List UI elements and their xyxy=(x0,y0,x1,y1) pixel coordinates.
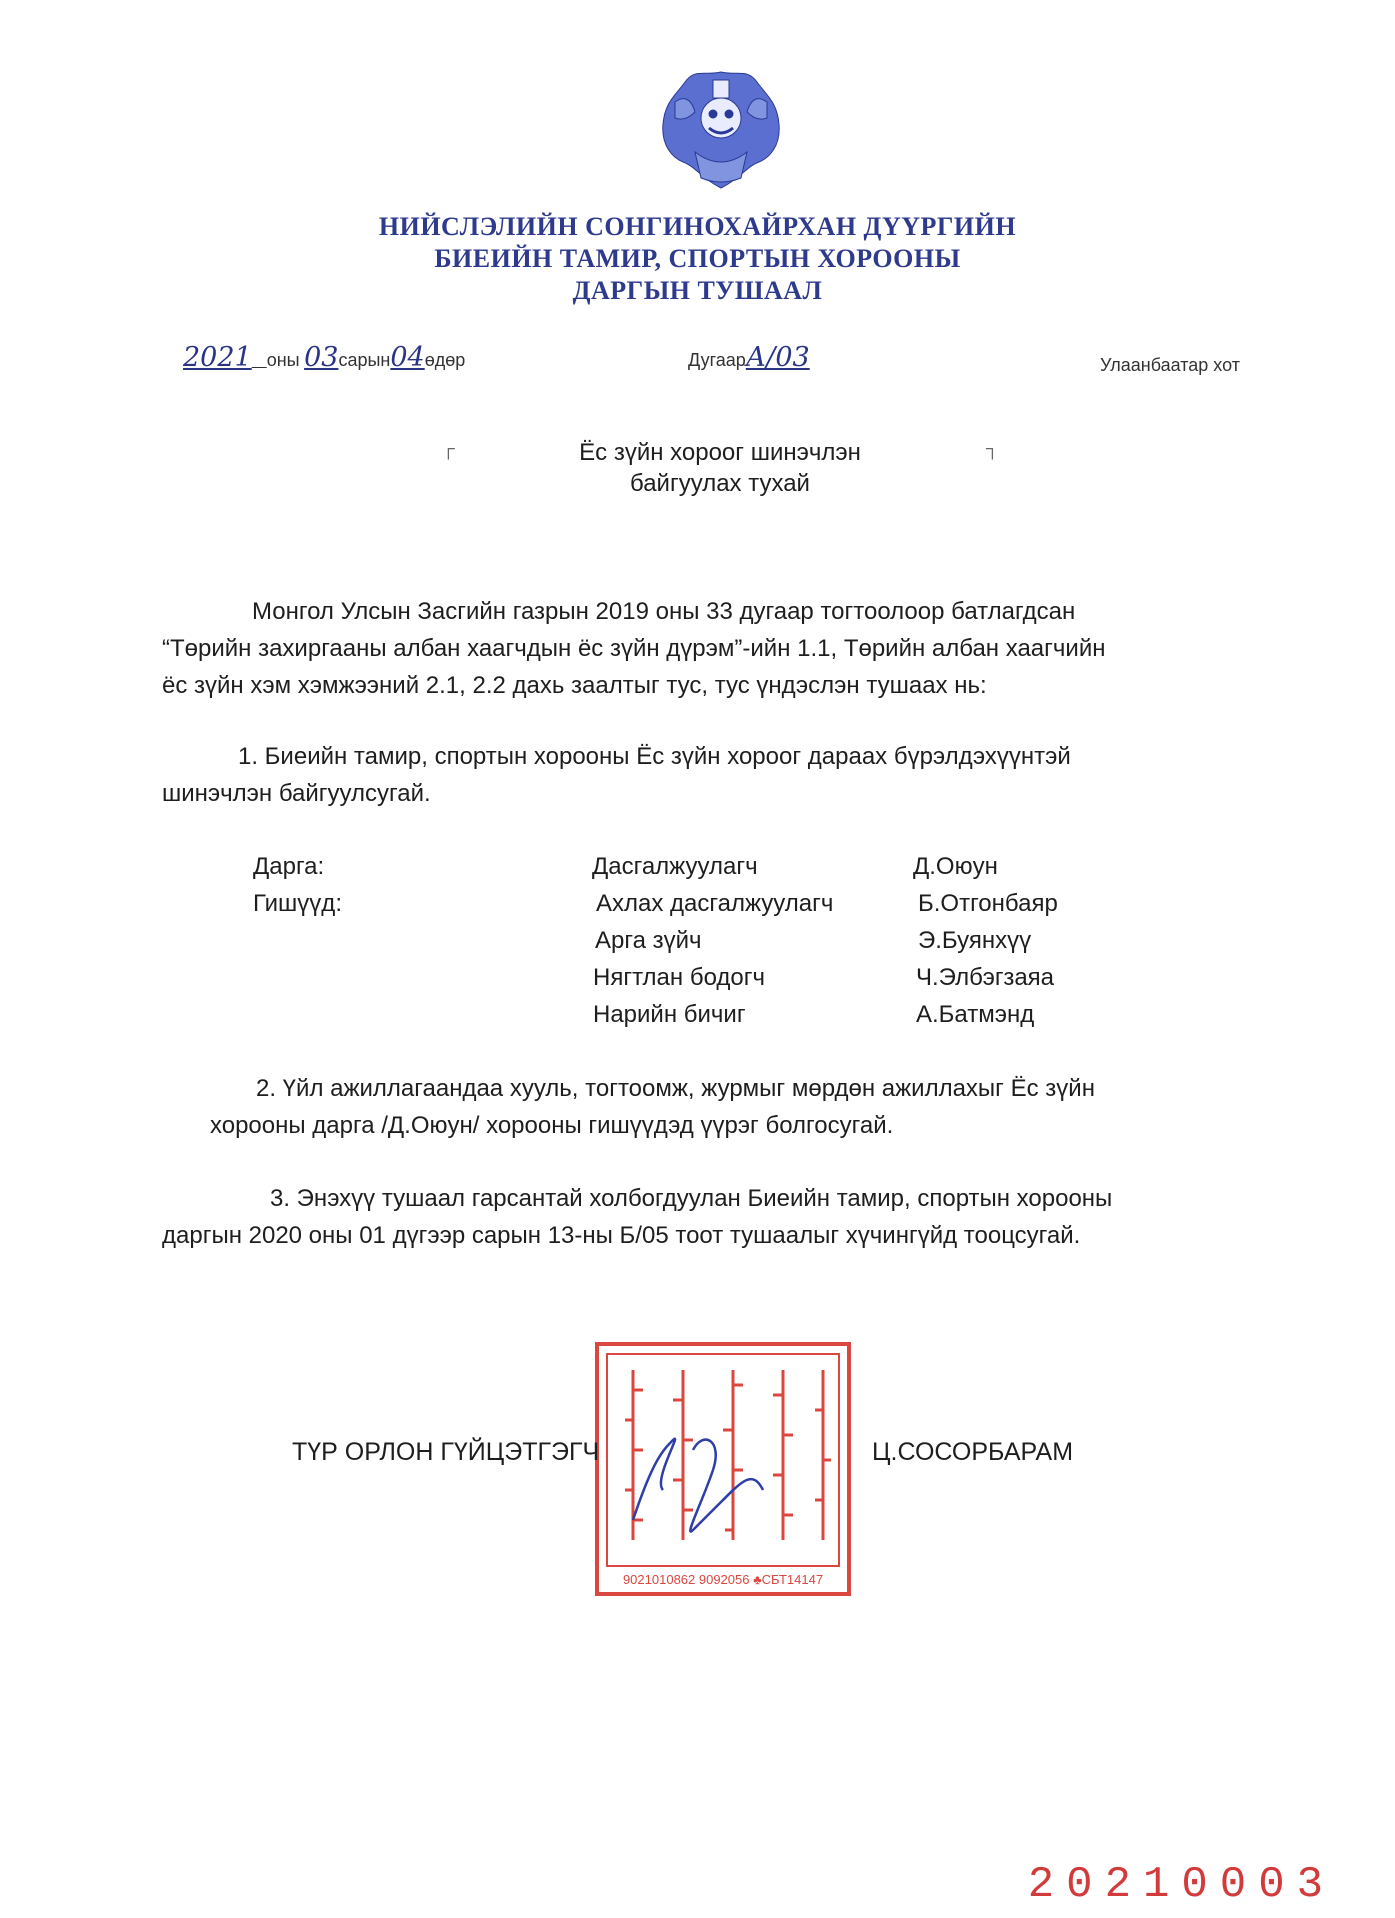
member-name: Э.Буянхүү xyxy=(918,927,1032,954)
item1-line-1: 1. Биеийн тамир, спортын хорооны Ёс зүйн хороог дараах бүрэлдэхүүнтэй xyxy=(238,743,1071,770)
mongolian-state-emblem-icon xyxy=(655,62,787,194)
member-name: А.Батмэнд xyxy=(916,1001,1035,1028)
number-value: А/03 xyxy=(745,342,810,373)
member-role: Гишүүд: xyxy=(253,890,342,917)
subject-corner-right: ┐ xyxy=(986,438,999,458)
item3-line-2: даргын 2020 оны 01 дүгээр сарын 13-ны Б/05 тоот тушаалыг хүчингүйд тооцсугай. xyxy=(162,1222,1081,1249)
subject-line-2: байгуулах тухай xyxy=(630,470,810,497)
item2-line-2: хорооны дарга /Д.Оюун/ хорооны гишүүдэд үүрэг болгосугай. xyxy=(210,1112,894,1139)
city: Улаанбаатар хот xyxy=(1100,355,1240,375)
item2-line-1: 2. Үйл ажиллагаандаа хууль, тогтоомж, журмыг мөрдөн ажиллахыг Ёс зүйн xyxy=(256,1075,1095,1102)
subject-line-1: Ёс зүйн хороог шинэчлэн xyxy=(579,439,861,466)
member-name: Ч.Элбэгзаяа xyxy=(916,964,1055,991)
member-title: Арга зүйч xyxy=(595,927,702,954)
member-role: Дарга: xyxy=(253,853,325,880)
date-month: 03 xyxy=(304,342,339,373)
intro-line-3: ёс зүйн хэм хэмжээний 2.1, 2.2 дахь заалтыг тус, тус үндэслэн тушаах нь: xyxy=(162,672,987,699)
subject-corner-left: ┌ xyxy=(442,438,455,458)
item3-line-1: 3. Энэхүү тушаал гарсантай холбогдуулан Биеийн тамир, спортын хорооны xyxy=(270,1185,1113,1212)
header-line-3: ДАРГЫН ТУШААЛ xyxy=(572,276,823,305)
header-line-1: НИЙСЛЭЛИЙН СОНГИНОХАЙРХАН ДҮҮРГИЙН xyxy=(378,212,1017,241)
date-block xyxy=(183,342,465,373)
item1-line-2: шинэчлэн байгуулсугай. xyxy=(162,780,431,807)
date-month-suffix: сарын xyxy=(338,350,391,370)
member-name: Б.Отгонбаяр xyxy=(918,890,1058,917)
intro-line-1: Монгол Улсын Засгийн газрын 2019 оны 33 дугаар тогтоолоор батлагдсан xyxy=(252,598,1076,625)
date-day: 04 xyxy=(390,342,425,373)
member-title: Ахлах дасгалжуулагч xyxy=(596,890,834,917)
official-seal-stamp xyxy=(593,1340,853,1598)
stamp-numbers: 9021010862 9092056 ♣СБТ14147 xyxy=(622,1572,824,1587)
document-number xyxy=(688,342,810,373)
date-year: 2021 xyxy=(183,342,252,373)
member-title: Дасгалжуулагч xyxy=(592,853,758,880)
date-day-suffix: өдөр xyxy=(424,350,466,370)
date-year-suffix: оны xyxy=(266,350,300,370)
signatory-position: ТҮР ОРЛОН ГҮЙЦЭТГЭГЧ xyxy=(292,1438,600,1466)
member-name: Д.Оюун xyxy=(913,853,998,880)
intro-line-2: “Төрийн захиргааны албан хаагчдын ёс зүйн дүрэм”-ийн 1.1, Төрийн албан хаагчийн xyxy=(162,635,1106,662)
header-line-2: БИЕИЙН ТАМИР, СПОРТЫН ХОРООНЫ xyxy=(434,244,961,273)
number-label: Дугаар xyxy=(688,350,746,370)
member-title: Нарийн бичиг xyxy=(593,1001,746,1028)
signatory-name: Ц.СОСОРБАРАМ xyxy=(872,1438,1074,1466)
member-title: Нягтлан бодогч xyxy=(593,964,765,991)
registration-number: 20210003 xyxy=(1027,1860,1335,1910)
